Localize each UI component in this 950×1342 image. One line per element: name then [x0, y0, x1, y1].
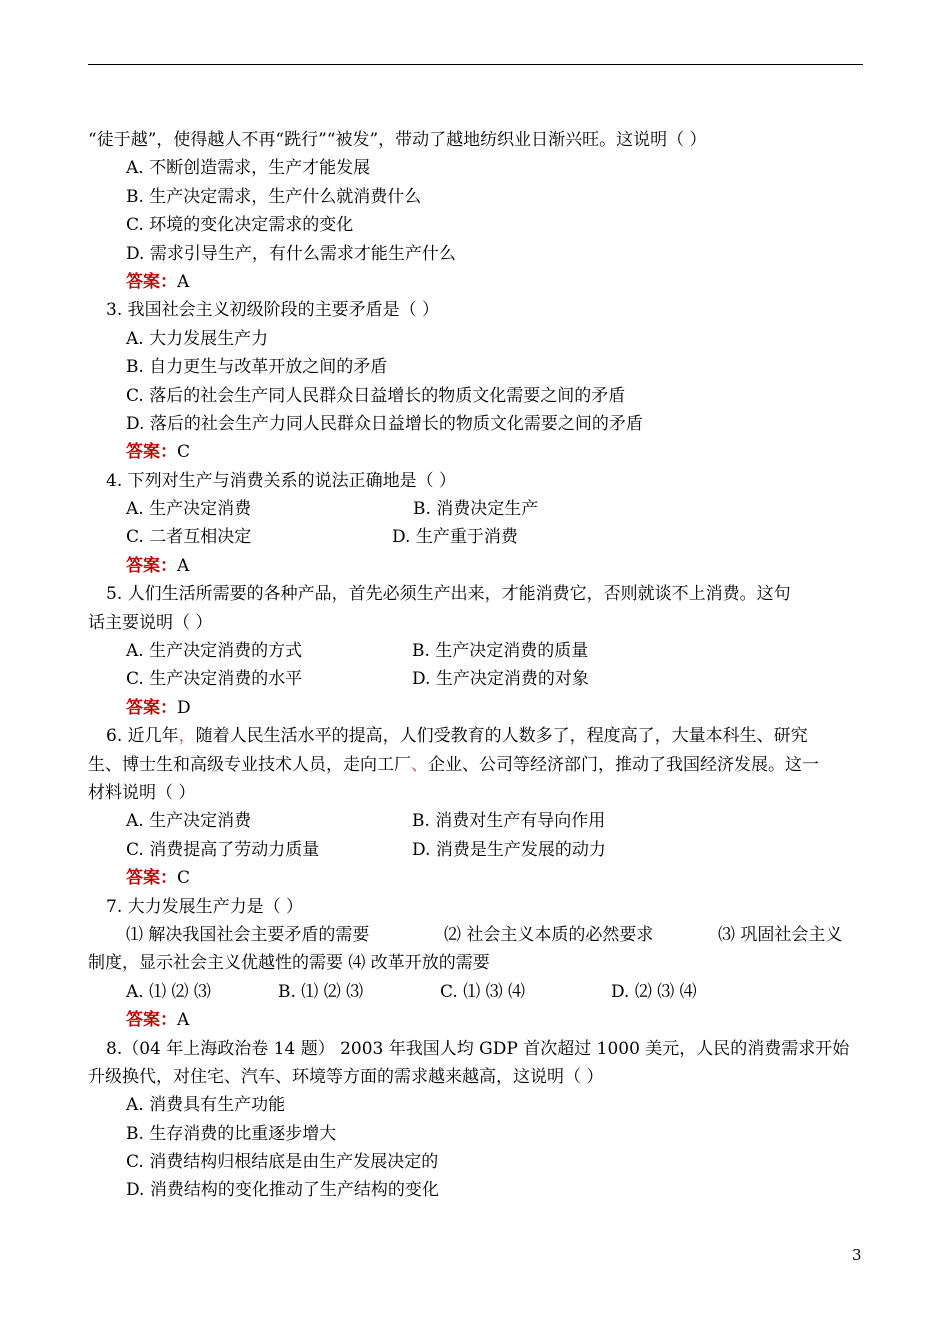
q2-option-d: D. 需求引导生产，有什么需求才能生产什么: [126, 243, 456, 264]
q7-item-2: ⑵ 社会主义本质的必然要求: [444, 924, 654, 945]
q7-options-row: [88, 978, 864, 1006]
page-number: 3: [852, 1246, 862, 1264]
answer-value: A: [177, 555, 190, 576]
q4-options-row-2: [88, 523, 864, 551]
q6-options-row-1: [88, 807, 864, 835]
q6-options-row-2: [88, 836, 864, 864]
q7-item-1: ⑴ 解决我国社会主要矛盾的需要: [126, 924, 370, 945]
q7-option-c: C. ⑴ ⑶ ⑷: [440, 981, 526, 1002]
q5-option-b: B. 生产决定消费的质量: [412, 641, 589, 662]
answer-value: C: [177, 868, 191, 889]
q5-answer: [88, 694, 864, 722]
q4-answer: [88, 552, 864, 580]
answer-label: 答案：: [126, 442, 177, 463]
q7-items-line-1: [88, 921, 864, 949]
q2-stem: “徒于越”，使得越人不再“跣行”“被发”，带动了越地纺织业日渐兴旺。这说明（ ）: [88, 130, 707, 150]
q6-option-b: B. 消费对生产有导向作用: [412, 811, 606, 832]
q2-option-c: C. 环境的变化决定需求的变化: [126, 215, 354, 236]
q8-stem-line-2: 升级换代，对住宅、汽车、环境等方面的需求越来越高，这说明（ ）: [88, 1066, 604, 1087]
q8-stem-line-1: 8.（04 年上海政治卷 14 题） 2003 年我国人均 GDP 首次超过 1000 美元，人民的消费需求开始: [106, 1038, 850, 1059]
q2-option-a: A. 不断创造需求，生产才能发展: [126, 158, 371, 179]
q3-option-d: D. 落后的社会生产力同人民群众日益增长的物质文化需要之间的矛盾: [126, 413, 643, 434]
answer-value: A: [177, 1010, 190, 1031]
q7-stem: 7. 大力发展生产力是（ ）: [106, 896, 304, 917]
answer-value: D: [177, 697, 191, 718]
q5-options-row-2: [88, 665, 864, 693]
q7-option-a: A. ⑴ ⑵ ⑶: [126, 981, 211, 1002]
q6-stem-line-1: [88, 722, 864, 750]
answer-label: 答案：: [126, 868, 177, 889]
q6-stem-part: 随着人民生活水平的提高，人们受教育的人数多了，程度高了，大量本科生、研究: [195, 726, 808, 747]
answer-label: 答案：: [126, 555, 177, 576]
q4-option-b: B. 消费决定生产: [413, 499, 539, 520]
q3-option-a: A. 大力发展生产力: [126, 328, 269, 349]
q4-option-a: A. 生产决定消费: [126, 499, 252, 520]
q7-option-d: D. ⑵ ⑶ ⑷: [611, 981, 697, 1002]
q6-answer: [88, 864, 864, 892]
q7-answer: [88, 1006, 864, 1034]
q5-stem-line-2: 话主要说明（ ）: [88, 612, 213, 633]
q6-option-a: A. 生产决定消费: [126, 811, 252, 832]
q2-answer: [88, 268, 864, 296]
q5-option-a: A. 生产决定消费的方式: [126, 641, 303, 662]
q6-stem-line-3: 材料说明（ ）: [88, 782, 196, 803]
q8-option-a: A. 消费具有生产功能: [126, 1095, 286, 1116]
q6-stem-part: 企业、公司等经济部门，推动了我国经济发展。这一: [428, 754, 819, 775]
header-rule: [88, 64, 863, 65]
q4-stem: 4. 下列对生产与消费关系的说法正确地是（ ）: [106, 470, 457, 491]
answer-value: A: [177, 271, 190, 292]
answer-label: 答案：: [126, 271, 177, 292]
q3-option-b: B. 自力更生与改革开放之间的矛盾: [126, 357, 388, 378]
q5-option-d: D. 生产决定消费的对象: [412, 669, 589, 690]
q8-option-c: C. 消费结构归根结底是由生产发展决定的: [126, 1152, 439, 1173]
q4-option-c: C. 二者互相决定: [126, 527, 252, 548]
answer-value: C: [177, 442, 191, 463]
q6-option-c: C. 消费提高了劳动力质量: [126, 839, 320, 860]
q3-option-c: C. 落后的社会生产同人民群众日益增长的物质文化需要之间的矛盾: [126, 385, 626, 406]
q6-edit-mark: 、: [411, 754, 428, 775]
q6-option-d: D. 消费是生产发展的动力: [412, 839, 606, 860]
q6-stem-line-2: [88, 751, 864, 779]
q8-option-d: D. 消费结构的变化推动了生产结构的变化: [126, 1180, 439, 1201]
document-body: [88, 126, 864, 1205]
answer-label: 答案：: [126, 1010, 177, 1031]
q5-options-row-1: [88, 637, 864, 665]
q7-option-b: B. ⑴ ⑵ ⑶: [278, 981, 364, 1002]
q4-options-row-1: [88, 495, 864, 523]
q6-edit-mark: ，: [178, 726, 196, 747]
q8-option-b: B. 生存消费的比重逐步增大: [126, 1123, 337, 1144]
q3-answer: [88, 438, 864, 466]
q5-option-c: C. 生产决定消费的水平: [126, 669, 303, 690]
q6-stem-part: 生、博士生和高级专业技术人员，走向工厂: [88, 754, 411, 775]
q6-stem-part: 6. 近几年: [106, 726, 179, 747]
q4-option-d: D. 生产重于消费: [392, 527, 518, 548]
answer-label: 答案：: [126, 697, 177, 718]
q7-item-3: ⑶ 巩固社会主义: [718, 924, 843, 945]
q2-option-b: B. 生产决定需求，生产什么就消费什么: [126, 186, 422, 207]
q5-stem-line-1: 5. 人们生活所需要的各种产品，首先必须生产出来，才能消费它，否则就谈不上消费。这句: [106, 584, 791, 605]
q3-stem: 3. 我国社会主义初级阶段的主要矛盾是（ ）: [106, 300, 440, 321]
q7-items-line-2: 制度，显示社会主义优越性的需要 ⑷ 改革开放的需要: [88, 953, 490, 974]
